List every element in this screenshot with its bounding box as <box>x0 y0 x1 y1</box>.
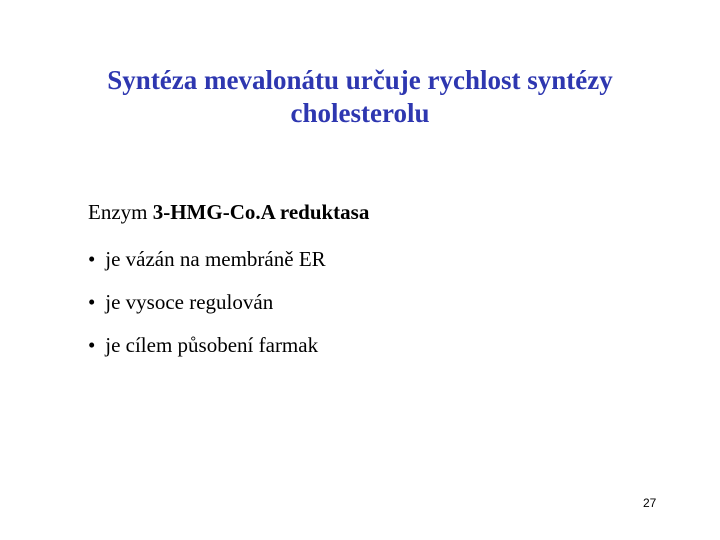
page-number: 27 <box>643 496 657 510</box>
bullet-item <box>88 291 668 314</box>
bullet-mark: • <box>88 247 96 271</box>
enzyme-intro <box>88 196 668 228</box>
bullet-item <box>88 248 668 271</box>
bullet-mark: • <box>88 333 96 357</box>
slide-title-line-1: Syntéza mevalonátu určuje rychlost syntézy <box>107 65 613 95</box>
enzyme-name: 3-HMG-Co.A reduktasa <box>152 200 370 224</box>
bullet-text: je cílem působení farmak <box>105 333 319 357</box>
enzyme-intro-prefix: Enzym <box>88 200 153 224</box>
slide-title <box>60 64 660 130</box>
bullet-text: je vázán na membráně ER <box>105 247 326 271</box>
slide-body <box>88 196 668 357</box>
bullet-item <box>88 334 668 357</box>
bullet-list <box>88 248 668 357</box>
bullet-mark: • <box>88 290 96 314</box>
slide-title-line-2: cholesterolu <box>290 98 430 128</box>
bullet-text: je vysoce regulován <box>105 290 274 314</box>
